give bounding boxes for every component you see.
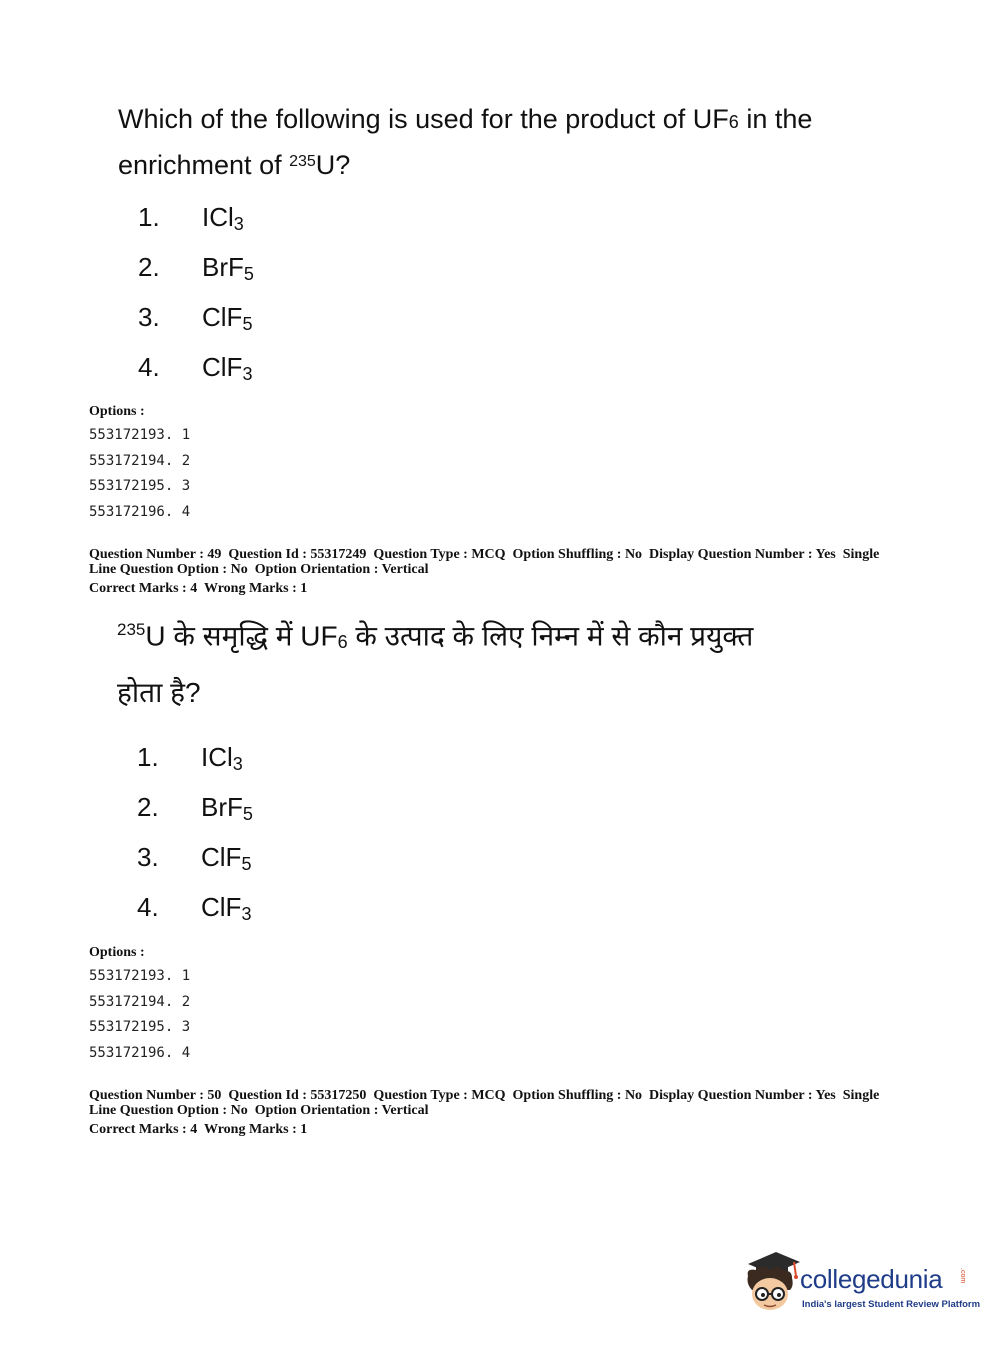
choice-item: [118, 242, 812, 292]
choice-number: 2.: [137, 791, 159, 822]
question-2-subscript: 6: [337, 632, 348, 653]
choice-item: [117, 732, 753, 782]
choice-formula: BrF5: [202, 251, 254, 284]
choice-number: 4.: [138, 351, 160, 382]
choice-item: [117, 832, 753, 882]
option-id: 553172193. 1: [89, 427, 191, 443]
marks-line: Correct Marks : 4 Wrong Marks : 1: [89, 581, 308, 596]
option-id: 553172194. 2: [89, 993, 191, 1010]
question-1-text-part: Which of the following is used for the product of UF: [118, 104, 729, 134]
mascot-icon: [742, 1250, 802, 1316]
options-block-2: [89, 944, 190, 1066]
choice-item: [117, 782, 753, 832]
question-2-text-part: के उत्पाद के लिए निम्न में से कौन प्रयुक्त: [347, 620, 754, 652]
question-2-superscript: 235: [117, 620, 146, 639]
question-2-text-part: होता है?: [117, 677, 201, 709]
choice-formula: ClF3: [201, 891, 252, 924]
choice-number: 2.: [138, 251, 160, 282]
question-1-text: [118, 100, 812, 184]
question-2-text: [117, 603, 753, 720]
question-1-text-part: enrichment of: [118, 150, 290, 180]
option-id: 553172196. 4: [89, 1044, 191, 1061]
choice-item: [118, 192, 812, 242]
question-50-meta: [89, 1089, 919, 1138]
choice-number: 1.: [137, 741, 159, 772]
question-1-english: [118, 100, 812, 392]
collegedunia-logo: [742, 1250, 981, 1320]
question-2-text-part: U के समृद्धि में UF: [145, 620, 338, 652]
choice-formula: ICl3: [202, 201, 244, 234]
choice-number: 1.: [138, 201, 160, 232]
logo-com: .com: [959, 1268, 966, 1284]
choice-number: 3.: [137, 841, 159, 872]
options-label: Options :: [89, 404, 145, 419]
option-id: 553172194. 2: [89, 452, 191, 469]
meta-line: Line Question Option : No Option Orientation : Vertical: [89, 1102, 429, 1118]
options-block-1: [89, 403, 190, 525]
logo-wordmark: collegedunia: [800, 1264, 943, 1294]
choice-number: 4.: [137, 891, 159, 922]
question-1-subscript: 6: [728, 112, 739, 132]
choice-formula: ICl3: [201, 741, 243, 774]
choice-formula: ClF3: [202, 351, 253, 384]
option-id: 553172195. 3: [89, 478, 191, 494]
option-id: 553172196. 4: [89, 503, 191, 520]
choice-number: 3.: [138, 301, 160, 332]
question-49-meta: [89, 548, 919, 597]
meta-line: Question Number : 49 Question Id : 55317249 Question Type : MCQ Option Shuffling : No Display Question Number : Yes Single: [89, 547, 880, 562]
question-2-hindi: [117, 603, 753, 932]
question-1-superscript: 235: [289, 153, 316, 170]
marks-line: Correct Marks : 4 Wrong Marks : 1: [89, 1122, 308, 1137]
meta-line: Line Question Option : No Option Orientation : Vertical: [89, 561, 429, 577]
question-2-choices: [117, 732, 753, 932]
choice-formula: BrF5: [201, 791, 253, 824]
choice-formula: ClF5: [202, 301, 253, 334]
meta-line: Question Number : 50 Question Id : 55317250 Question Type : MCQ Option Shuffling : No Display Question Number : Yes Single: [89, 1088, 880, 1103]
choice-formula: ClF5: [201, 841, 252, 874]
choice-item: [118, 342, 812, 392]
question-1-choices: [118, 192, 812, 392]
choice-item: [118, 292, 812, 342]
option-id: 553172195. 3: [89, 1019, 191, 1035]
options-label: Options :: [89, 945, 145, 960]
logo-tagline: India's largest Student Review Platform: [802, 1299, 981, 1310]
question-1-text-part: U?: [315, 150, 351, 180]
question-1-text-part: in the: [738, 104, 813, 134]
option-id: 553172193. 1: [89, 968, 191, 984]
choice-item: [117, 882, 753, 932]
